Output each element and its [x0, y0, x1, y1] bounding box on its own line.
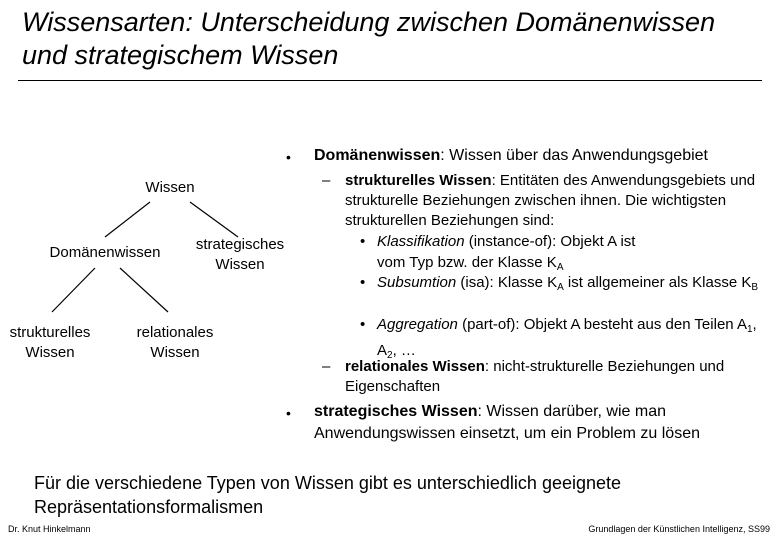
bullet-dot: •: [360, 274, 366, 291]
node-line: strategisches: [195, 236, 285, 253]
subscript: A: [557, 282, 564, 293]
node-line: strukturelles: [9, 324, 91, 341]
sub-relationales-wissen: [345, 357, 760, 397]
item-term: Subsumtion: [377, 274, 457, 291]
sub-strukturelles-wissen: [345, 171, 765, 231]
item-term: Klassifikation: [377, 233, 465, 250]
tree-node-wissen: Wissen: [145, 179, 195, 196]
bullet-term: Domänenwissen: [314, 147, 441, 164]
edge-domain-relational: [120, 268, 168, 312]
summary-text: Für die verschiedene Typen von Wissen gibt es unterschiedlich geeignete Repräsentationsformalismen: [34, 473, 622, 517]
bullet-dot: •: [360, 316, 366, 333]
node-line: Wissen: [150, 344, 200, 361]
dash-marker: –: [322, 358, 331, 375]
item-text: , A: [377, 316, 757, 359]
tree-node-strukturelles-wissen: [0, 323, 100, 363]
tree-node-domaenenwissen: Domänenwissen: [49, 244, 161, 261]
tree-node-relationales-wissen: [125, 323, 225, 363]
dash-marker: –: [322, 172, 331, 189]
sub-text: : Entitäten des Anwendungsgebiets und strukturelle Beziehungen zwischen ihnen. Die wichtigsten strukturellen Beziehungen sind:: [345, 172, 756, 229]
footer-author: Dr. Knut Hinkelmann: [8, 524, 91, 534]
bullet-text: : Wissen über das Anwendungsgebiet: [440, 147, 708, 164]
subscript: 2: [387, 349, 393, 361]
subscript: A: [556, 261, 564, 273]
node-line: relationales: [136, 324, 214, 341]
edge-root-domain: [105, 202, 150, 237]
bullet-domaenenwissen: [314, 145, 774, 167]
edge-root-strategic: [190, 202, 238, 237]
item-term: Aggregation: [377, 316, 458, 333]
page-title: Wissensarten: Unterscheidung zwischen Domänenwissen und strategischem Wissen: [22, 7, 716, 70]
subscript: 1: [746, 324, 753, 335]
bullet-dot: •: [286, 405, 291, 421]
bullet-strategisches-wissen: [314, 401, 764, 445]
subscript: B: [751, 282, 759, 293]
item-text: , …: [392, 341, 416, 359]
item-text: (instance-of): Objekt A ist vom Typ bzw. der Klasse K: [377, 233, 636, 271]
item-text: ist allgemeiner als Klasse K: [563, 274, 752, 291]
item-text: (isa): Klasse K: [456, 274, 558, 291]
bullet-term: strategisches Wissen: [314, 403, 478, 420]
footer-course: Grundlagen der Künstlichen Intelligenz, SS99: [588, 524, 770, 534]
item-subsumtion: [377, 273, 767, 299]
edge-domain-structural: [52, 268, 95, 312]
sub-text: : nicht-strukturelle Beziehungen und Eigenschaften: [345, 358, 725, 395]
item-text: (part-of): Objekt A besteht aus den Teilen A: [457, 316, 747, 333]
sub-term: strukturelles Wissen: [345, 172, 492, 189]
bullet-dot: •: [286, 149, 291, 165]
item-klassifikation: [377, 232, 662, 278]
bullet-text: : Wissen darüber, wie man Anwendungswissen einsetzt, um ein Problem zu lösen: [314, 403, 700, 442]
sub-term: relationales Wissen: [345, 358, 485, 375]
node-line: Wissen: [25, 344, 75, 361]
tree-node-strategisches-wissen: [180, 235, 300, 275]
bullet-dot: •: [360, 233, 366, 250]
node-line: Wissen: [215, 256, 265, 273]
